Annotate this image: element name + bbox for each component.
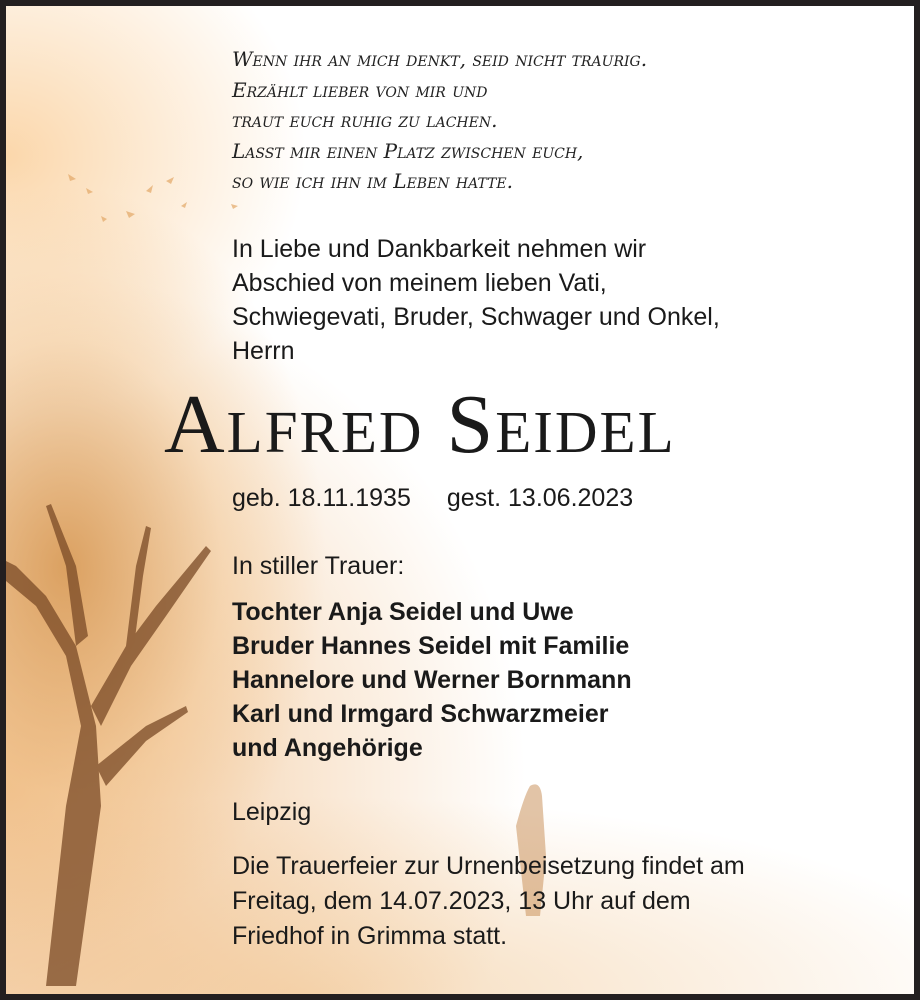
intro-line: Abschied von meinem lieben Vati, — [232, 269, 607, 297]
intro-text — [232, 232, 720, 368]
funeral-line: Friedhof in Grimma statt. — [232, 922, 508, 950]
funeral-line: Die Trauerfeier zur Urnenbeisetzung findet am — [232, 852, 745, 880]
mourner: und Angehörige — [232, 734, 423, 762]
life-dates — [232, 484, 669, 513]
mourner: Karl und Irmgard Schwarzmeier — [232, 700, 609, 728]
birds-icon — [68, 174, 238, 222]
poem-line: traut euch ruhig zu lachen. — [232, 108, 498, 132]
place: Leipzig — [232, 798, 312, 826]
birth-date: geb. 18.11.1935 — [232, 484, 411, 512]
intro-line: Herrn — [232, 337, 295, 365]
mourners-list — [232, 595, 632, 765]
mourner: Tochter Anja Seidel und Uwe — [232, 598, 574, 626]
death-date: gest. 13.06.2023 — [446, 484, 634, 512]
mourner: Hannelore und Werner Bornmann — [232, 666, 632, 694]
obituary-card — [6, 6, 914, 994]
mourner: Bruder Hannes Seidel mit Familie — [232, 632, 630, 660]
intro-line: Schwiegevati, Bruder, Schwager und Onkel, — [232, 303, 720, 331]
funeral-info — [232, 849, 745, 954]
deceased-name: Alfred Seidel — [164, 378, 676, 471]
poem-line: Lasst mir einen Platz zwischen euch, — [232, 138, 584, 163]
intro-line: In Liebe und Dankbarkeit nehmen wir — [232, 235, 647, 263]
poem-line: Erzählt lieber von mir und — [232, 77, 488, 102]
memorial-poem — [232, 44, 647, 197]
mourning-label: In stiller Trauer: — [232, 552, 405, 580]
funeral-line: Freitag, dem 14.07.2023, 13 Uhr auf dem — [232, 887, 691, 915]
poem-line: Wenn ihr an mich denkt, seid nicht traurig. — [232, 47, 648, 71]
poem-line: so wie ich ihn im Leben hatte. — [232, 169, 513, 193]
